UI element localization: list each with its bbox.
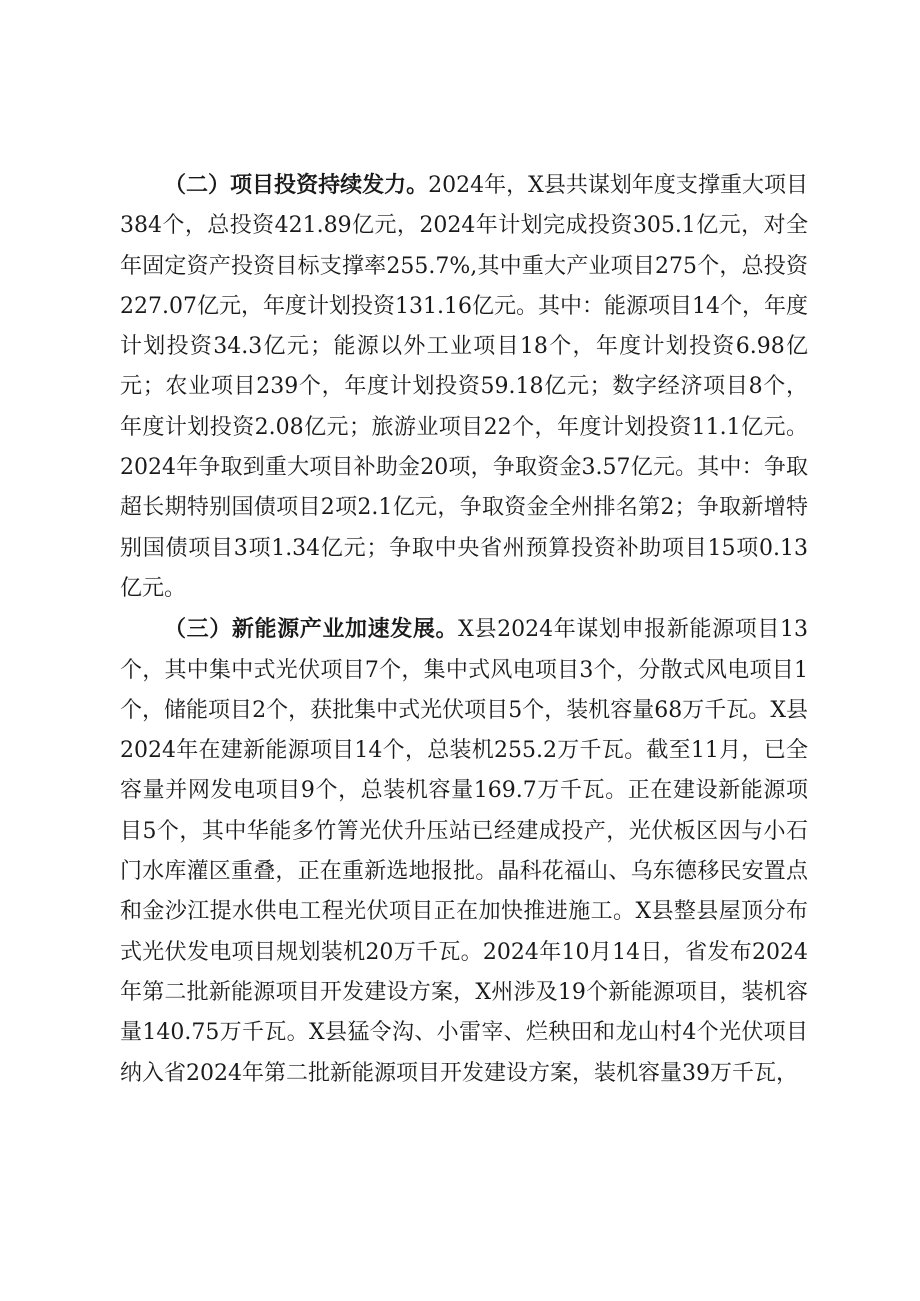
section-heading-project-investment: （二）项目投资持续发力。 xyxy=(164,172,429,198)
document-body xyxy=(120,165,808,1094)
paragraph-text-project-investment: 2024年，X县共谋划年度支撑重大项目384个，总投资421.89亿元，2024年计划完成投资305.1亿元，对全年固定资产投资目标支撑率255.7%,其中重大产业项目275个，总投资227.07亿元，年度计划投资131.16亿元。其中：能源项目14个，年度计划投资34.3亿元；能源以外工业项目18个，年度计划投资6.98亿元；农业项目239个，年度计划投资59.18亿元；数字经济项目8个，年度计划投资2.08亿元；旅游业项目22个，年度计划投资11.1亿元。2024年争取到重大项目补助金20项，争取资金3.57亿元。其中：争取超长期特别国债项目2项2.1亿元，争取资金全州排名第2；争取新增特别国债项目3项1.34亿元；争取中央省州预算投资补助项目15项0.13亿元。 xyxy=(120,173,808,601)
paragraph-project-investment xyxy=(120,165,808,609)
paragraph-text-new-energy: X县2024年谋划申报新能源项目13个，其中集中式光伏项目7个，集中式风电项目3个，分散式风电项目1个，储能项目2个，获批集中式光伏项目5个，装机容量68万千瓦。X县2024年在建新能源项目14个，总装机255.2万千瓦。截至11月，已全容量并网发电项目9个，总装机容量169.7万千瓦。正在建设新能源项目5个，其中华能多竹箐光伏升压站已经建成投产，光伏板区因与小石门水库灌区重叠，正在重新选地报批。晶科花福山、乌东德移民安置点和金沙江提水供电工程光伏项目正在加快推进施工。X县整县屋顶分布式光伏发电项目规划装机20万千瓦。2024年10月14日，省发布2024年第二批新能源项目开发建设方案，X州涉及19个新能源项目，装机容量140.75万千瓦。X县猛令沟、小雷宰、烂秧田和龙山村4个光伏项目纳入省2024年第二批新能源项目开发建设方案，装机容量39万千瓦， xyxy=(120,617,808,1086)
paragraph-new-energy xyxy=(120,609,808,1094)
section-heading-new-energy: （三）新能源产业加速发展。 xyxy=(164,616,459,643)
